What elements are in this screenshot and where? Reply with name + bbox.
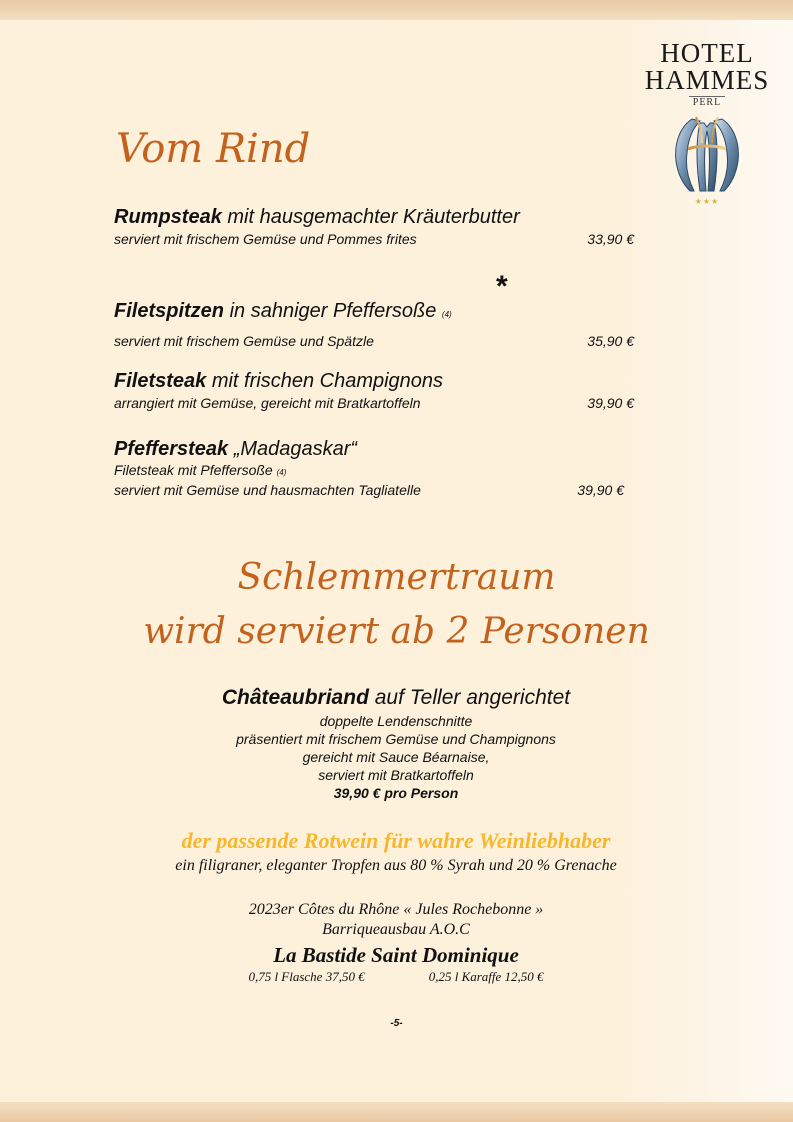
feature-title: Schlemmertraum [237, 557, 556, 598]
wine-barrique: Barriqueausbau A.O.C [322, 921, 470, 938]
menu-item [114, 204, 638, 248]
item-detail: serviert mit frischem Gemüse und Pommes frites [114, 231, 417, 247]
item-detail: serviert mit frischem Gemüse und Spätzle [114, 333, 374, 349]
item-name: Pfeffersteak [114, 438, 229, 460]
item-price: 35,90 € [587, 333, 634, 349]
price-suffix: pro Person [384, 785, 459, 801]
price-value: 39,90 € [333, 785, 381, 801]
item-name: Filetsteak [114, 370, 207, 392]
item-name: Filetspitzen [114, 300, 225, 322]
item-name: Châteaubriand [221, 686, 369, 709]
bottle-price: 0,75 l Flasche 37,50 € [248, 969, 365, 984]
hotel-logo [644, 40, 770, 207]
item-description: mit frischen Champignons [211, 370, 444, 392]
logo-hotel-text: HOTEL [660, 38, 754, 68]
wine-description: ein filigraner, eleganter Tropfen aus 80 % Syrah und 20 % Grenache [175, 857, 617, 874]
menu-item [114, 368, 638, 412]
bottom-band [0, 1102, 793, 1122]
menu-item [114, 436, 638, 499]
logo-location: PERL [692, 97, 722, 108]
item-price: 33,90 € [587, 231, 634, 247]
item-detail: Filetsteak mit Pfeffersoße [114, 462, 273, 478]
page-number: -5- [390, 1018, 403, 1029]
wine-vintage: 2023er Côtes du Rhône « Jules Rochebonne » [248, 901, 544, 918]
logo-name-text: HAMMES [644, 65, 770, 95]
item-detail: präsentiert mit frischem Gemüse und Champignons [236, 731, 556, 747]
item-description: mit hausgemachter Kräuterbutter [227, 206, 520, 228]
allergen-note: (4) [276, 468, 287, 477]
item-description: auf Teller angerichtet [374, 686, 571, 709]
item-price: 39,90 € [577, 482, 624, 498]
monogram-icon [670, 113, 744, 197]
allergen-note: (4) [441, 310, 452, 319]
item-detail: serviert mit Bratkartoffeln [318, 767, 474, 783]
item-detail: serviert mit Gemüse und hausmachten Tagliatelle [114, 482, 421, 498]
item-name: Rumpsteak [114, 206, 222, 228]
chateaubriand-block [96, 684, 696, 802]
top-band [0, 0, 793, 20]
item-description: „Madagaskar“ [233, 438, 358, 460]
wine-sizes [96, 968, 696, 986]
wine-heading: der passende Rotwein für wahre Weinliebhaber [181, 828, 611, 853]
item-detail: arrangiert mit Gemüse, gereicht mit Bratkartoffeln [114, 395, 421, 411]
item-price [96, 784, 696, 802]
wine-name: La Bastide Saint Dominique [273, 943, 519, 967]
item-price: 39,90 € [587, 395, 634, 411]
section-title: Vom Rind [116, 126, 311, 172]
asterisk-mark: * [496, 270, 508, 303]
feature-subtitle: wird serviert ab 2 Personen [143, 611, 650, 652]
item-detail: gereicht mit Sauce Béarnaise, [302, 749, 490, 765]
logo-stars: ★★★ [694, 197, 720, 206]
item-detail: doppelte Lendenschnitte [319, 713, 473, 729]
item-description: in sahniger Pfeffersoße [229, 300, 437, 322]
menu-item [114, 270, 638, 350]
carafe-price: 0,25 l Karaffe 12,50 € [428, 969, 544, 984]
